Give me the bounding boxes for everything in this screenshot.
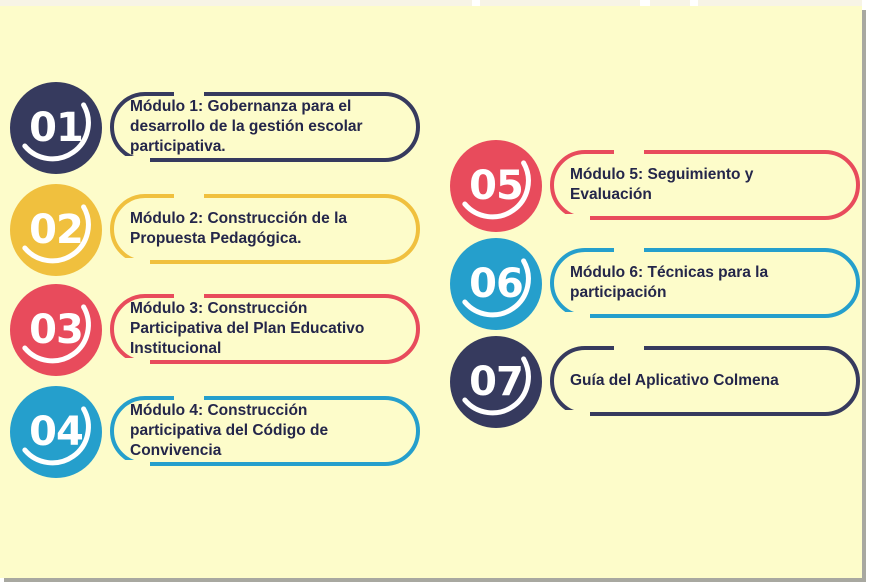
label-pill: [550, 248, 860, 318]
badge-number: 03: [29, 307, 83, 353]
module-label: Módulo 2: Construcción de la Propuesta Pedagógica.: [130, 210, 348, 247]
number-badge: [10, 82, 102, 174]
module-label: Guía del Aplicativo Colmena: [570, 372, 779, 389]
number-badge: [10, 386, 102, 478]
label-pill: [110, 194, 420, 264]
number-badge: [10, 284, 102, 376]
badge-number: 02: [29, 207, 83, 253]
label-pill: [550, 346, 860, 416]
module-label: Módulo 6: Técnicas para la participación: [570, 264, 769, 301]
module-label: Módulo 3: Construcción Participativa del Plan Educativo Institucional: [130, 300, 365, 357]
label-pill: [110, 294, 420, 364]
module-label: Módulo 4: Construcción participativa del Código de Convivencia: [130, 402, 329, 459]
label-pill: [110, 92, 420, 162]
badge-number: 01: [29, 105, 83, 151]
label-pill: [110, 396, 420, 466]
badge-number: 05: [469, 163, 523, 209]
module-label: Módulo 5: Seguimiento y Evaluación: [570, 166, 754, 203]
number-badge: [450, 238, 542, 330]
badge-number: 04: [29, 409, 83, 455]
number-badge: [10, 184, 102, 276]
badge-number: 06: [469, 261, 523, 307]
label-pill: [550, 150, 860, 220]
number-badge: [450, 336, 542, 428]
badge-number: 07: [469, 359, 523, 405]
module-label: Módulo 1: Gobernanza para el desarrollo de la gestión escolar participativa.: [130, 98, 363, 155]
number-badge: [450, 140, 542, 232]
